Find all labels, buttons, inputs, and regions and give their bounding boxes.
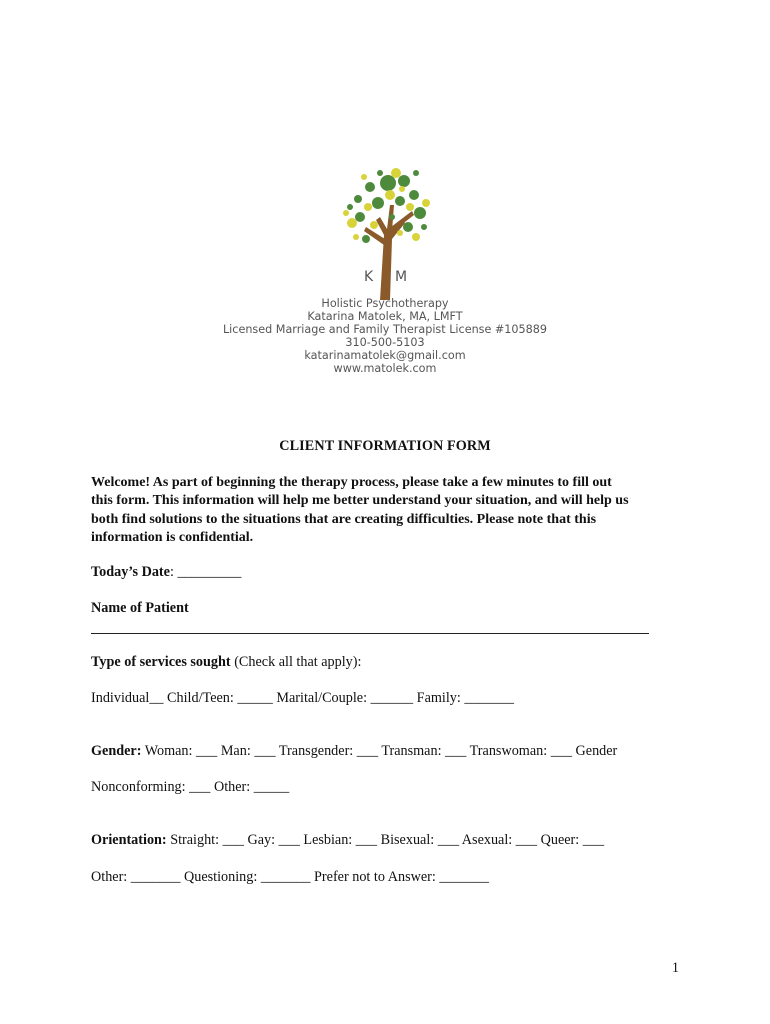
practice-logo [200,165,570,375]
todays-date-label: Today’s Date [91,564,170,580]
gender-label: Gender: [91,743,142,759]
todays-date-blank[interactable]: : _________ [169,564,242,580]
services-options[interactable]: Individual__ Child/Teen: _____ Marital/Couple: ______ Family: _______ [91,690,515,706]
therapist-name: Katarina Matolek, MA, LMFT [307,309,463,323]
logo-initials [200,269,570,289]
intro-paragraph [91,474,691,548]
practice-name: Holistic Psychotherapy [321,297,449,310]
todays-date-field[interactable] [91,564,241,581]
intro-line: Welcome! As part of beginning the therapy process, please take a few minutes to fill out [91,475,612,490]
gender-row-2[interactable]: Nonconforming: ___ Other: _____ [91,779,290,795]
phone-number: 310-500-5103 [345,335,425,349]
patient-name-label: Name of Patient [91,600,189,616]
website: www.matolek.com [333,361,437,375]
license-line: Licensed Marriage and Family Therapist License #105889 [222,322,548,336]
page-number: 1 [671,960,679,976]
services-note: (Check all that apply): [230,654,362,670]
logo-initial-m: M [395,269,408,285]
gender-options[interactable]: Woman: ___ Man: ___ Transgender: ___ Transman: ___ Transwoman: ___ Gender [141,743,618,759]
intro-line: this form. This information will help me better understand your situation, and will help us [91,493,629,509]
orientation-options[interactable]: Straight: ___ Gay: ___ Lesbian: ___ Bisexual: ___ Asexual: ___ Queer: ___ [166,832,605,848]
practice-contact-block [200,298,570,375]
form-title: CLIENT INFORMATION FORM [279,438,491,454]
email-address: katarinamatolek@gmail.com [304,348,466,362]
orientation-row-1[interactable] [91,832,604,849]
logo-initial-k: K [364,269,374,285]
orientation-label: Orientation: [91,832,167,848]
orientation-row-2[interactable]: Other: _______ Questioning: _______ Prefer not to Answer: _______ [91,869,489,885]
gender-row-1[interactable] [91,743,617,760]
patient-name-blank[interactable] [91,633,649,634]
services-label: Type of services sought [91,654,231,670]
services-heading [91,654,361,671]
intro-line: information is confidential. [91,530,254,546]
intro-line: both find solutions to the situations that are creating difficulties. Please note that this [91,511,597,527]
